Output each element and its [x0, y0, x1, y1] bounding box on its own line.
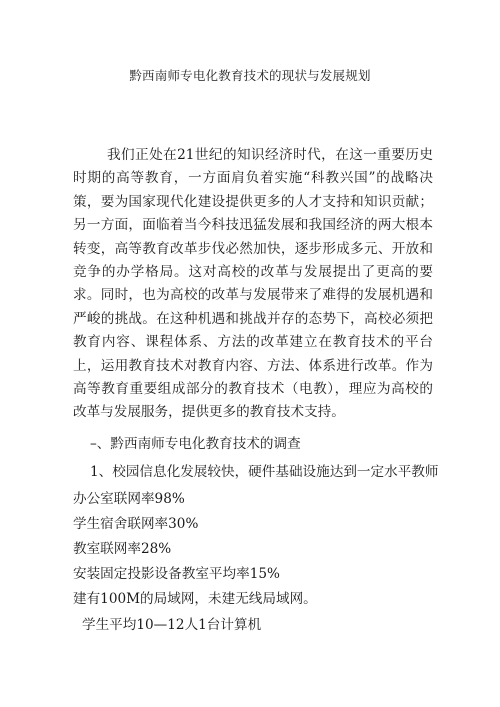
- list-item-1: 1、校园信息化发展较快，硬件基础设施达到一定水平教师: [90, 464, 439, 480]
- intro-paragraph: 我们正处在21世纪的知识经济时代，在这一重要历史时期的高等教育，一方面肩负着实施“科教兴国”的战略决策，要为国家现代化建设提供更多的人才支持和知识贡献；另一方面，面临着当今科技迅猛发展和我国经济的两大根本转变，高等教育改革步伐必然加快，逐步形成多元、开放和竞争的办学格局。这对高校的改革与发展提出了更高的要求。同时，也为高校的改革与发展带来了难得的发展机遇和严峻的挑战。在这种机遇和挑战并存的态势下，高校必须把教育内容、课程体系、方法的改革建立在教育技术的平台上，运用教育技术对教育内容、方法、体系进行改革。作为高等教育重要组成部分的教育技术（电教），理应为高校的改革与发展服务，提供更多的教育技术支持。: [73, 147, 433, 421]
- stat-line: 建有100M的局域网，未建无线局域网。: [73, 591, 317, 607]
- document-title: 黔西南师专电化教育技术的现状与发展规划: [129, 68, 371, 83]
- stat-line: 安装固定投影设备教室平均率15%: [73, 566, 280, 582]
- stat-line: 学生宿舍联网率30%: [73, 516, 199, 532]
- section-heading: –、黔西南师专电化教育技术的调查: [90, 436, 301, 452]
- stat-line: 教室联网率28%: [73, 541, 172, 557]
- stat-line: 办公室联网率98%: [73, 491, 185, 507]
- stat-line: 学生平均10—12人1台计算机: [82, 617, 262, 633]
